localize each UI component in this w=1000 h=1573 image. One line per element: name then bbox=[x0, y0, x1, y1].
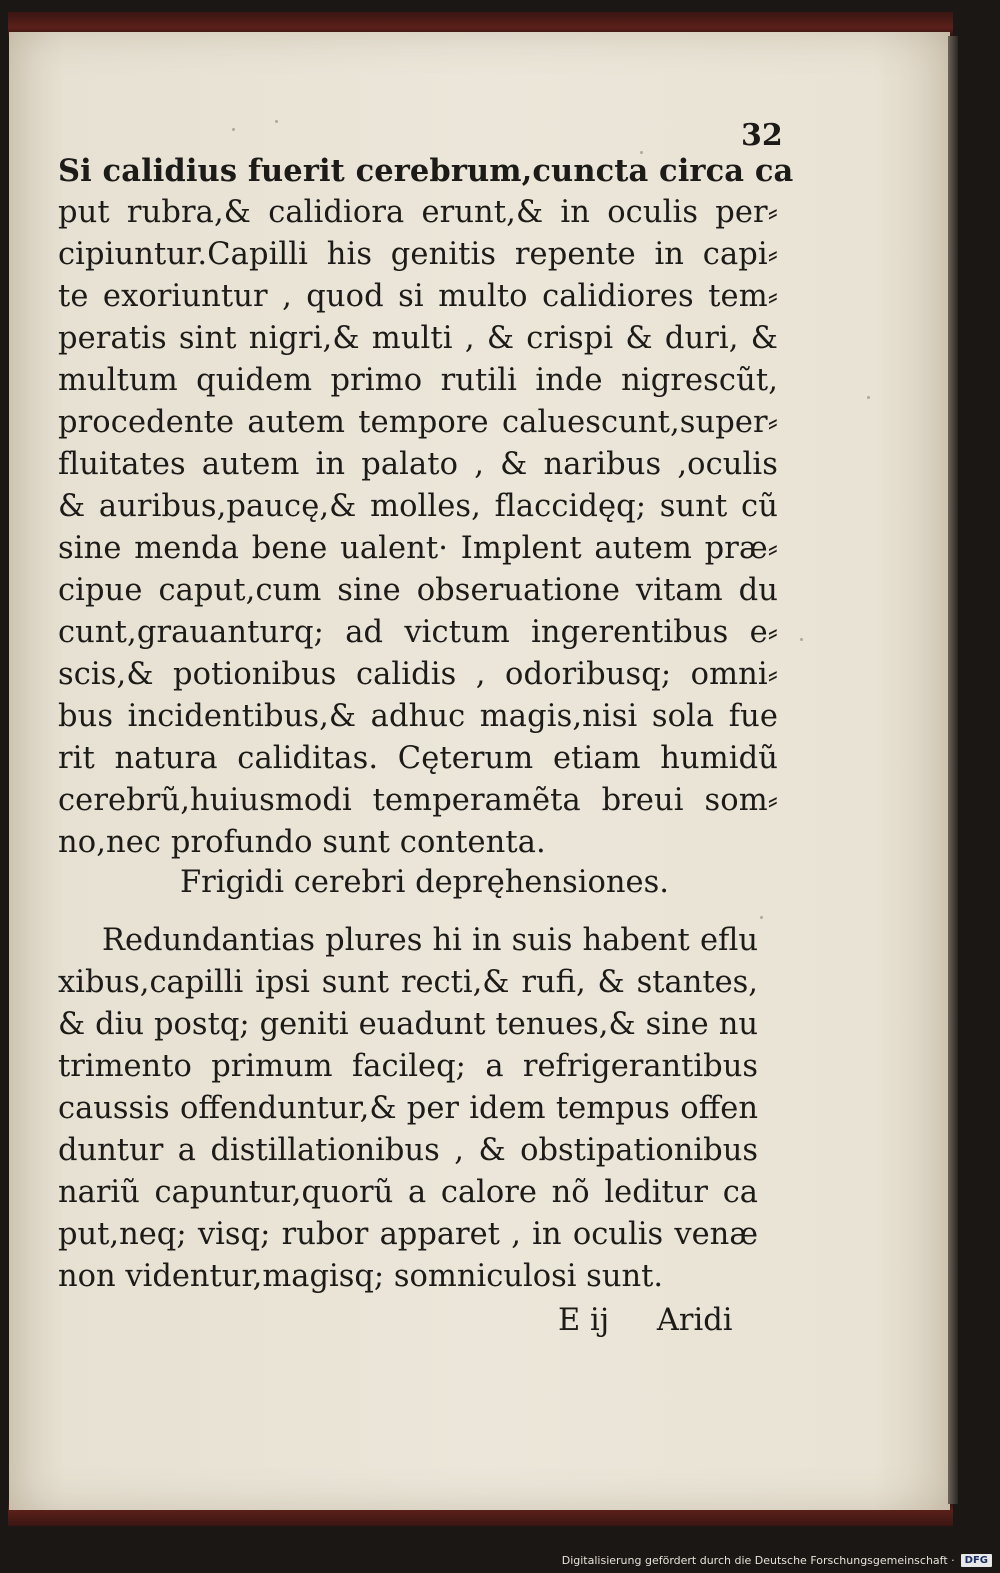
paper-speck bbox=[232, 128, 235, 131]
text-line: multum quidem primo rutili inde nigrescũt, bbox=[58, 363, 778, 398]
text-line: put rubra,& calidiora erunt,& in oculis per⸗ bbox=[58, 195, 778, 230]
text-line: peratis sint nigri,& multi , & crispi & duri, & bbox=[58, 321, 778, 356]
text-line: bus incidentibus,& adhuc magis,nisi sola fue bbox=[58, 699, 778, 734]
paper-speck bbox=[867, 396, 870, 399]
text-line: fluitates autem in palato , & naribus ,oculis bbox=[58, 447, 778, 482]
text-line: put,neq; visq; rubor apparet , in oculis venæ bbox=[58, 1217, 758, 1252]
page-right-rim bbox=[948, 36, 958, 1504]
text-line: & diu postq; geniti euadunt tenues,& sine nu bbox=[58, 1007, 758, 1042]
text-line: xibus,capilli ipsi sunt recti,& rufi, & stantes, bbox=[58, 965, 758, 1000]
section-heading: Frigidi cerebri depręhensiones. bbox=[180, 865, 669, 900]
text-line: sine menda bene ualent· Implent autem præ⸗ bbox=[58, 531, 778, 566]
paragraph-hot-brain bbox=[58, 150, 794, 864]
dfg-logo: DFG bbox=[961, 1554, 992, 1567]
funding-footer bbox=[562, 1551, 992, 1569]
text-line: non videntur,magisq; somniculosi sunt. bbox=[58, 1259, 664, 1294]
signature-mark: E ij bbox=[558, 1303, 610, 1338]
text-line: duntur a distillationibus , & obstipationibus bbox=[58, 1133, 758, 1168]
text-line: no,nec profundo sunt contenta. bbox=[58, 825, 546, 860]
text-line: scis,& potionibus calidis , odoribusq; omni⸗ bbox=[58, 657, 778, 692]
funding-note: Digitalisierung gefördert durch die Deutsche Forschungsgemeinschaft · bbox=[561, 1553, 955, 1567]
text-line: cunt,grauanturq; ad victum ingerentibus e⸗ bbox=[58, 615, 778, 650]
text-line: caussis offenduntur,& per idem tempus offen bbox=[58, 1091, 758, 1126]
text-line: cerebrũ,huiusmodi temperamẽta breui som⸗ bbox=[58, 783, 778, 818]
paragraph-cold-brain bbox=[58, 920, 758, 1298]
text-line: Redundantias plures hi in suis habent eflu bbox=[102, 923, 758, 958]
text-line: procedente autem tempore caluescunt,super⸗ bbox=[58, 405, 778, 440]
text-line: te exoriuntur , quod si multo calidiores tem⸗ bbox=[58, 279, 778, 314]
text-line: & auribus,paucę,& molles, flaccidęq; sunt cũ bbox=[58, 489, 778, 524]
catchword: Aridi bbox=[656, 1303, 733, 1338]
text-line: Si calidius fuerit cerebrum,cuncta circa ca bbox=[58, 153, 794, 189]
paper-speck bbox=[760, 916, 763, 919]
text-line: nariũ capuntur,quorũ a calore nõ leditur ca bbox=[58, 1175, 758, 1210]
text-line: cipue caput,cum sine obseruatione vitam du bbox=[58, 573, 778, 608]
signature-catchword-line bbox=[558, 1300, 733, 1342]
text-line: rit natura caliditas. Cęterum etiam humidũ bbox=[58, 741, 778, 776]
text-line: cipiuntur.Capilli his genitis repente in capi⸗ bbox=[58, 237, 778, 272]
paper-speck bbox=[800, 638, 803, 641]
page-number: 32 bbox=[741, 118, 783, 153]
text-line: trimento primum facileq; a refrigerantibus bbox=[58, 1049, 758, 1084]
paper-speck bbox=[275, 120, 278, 123]
